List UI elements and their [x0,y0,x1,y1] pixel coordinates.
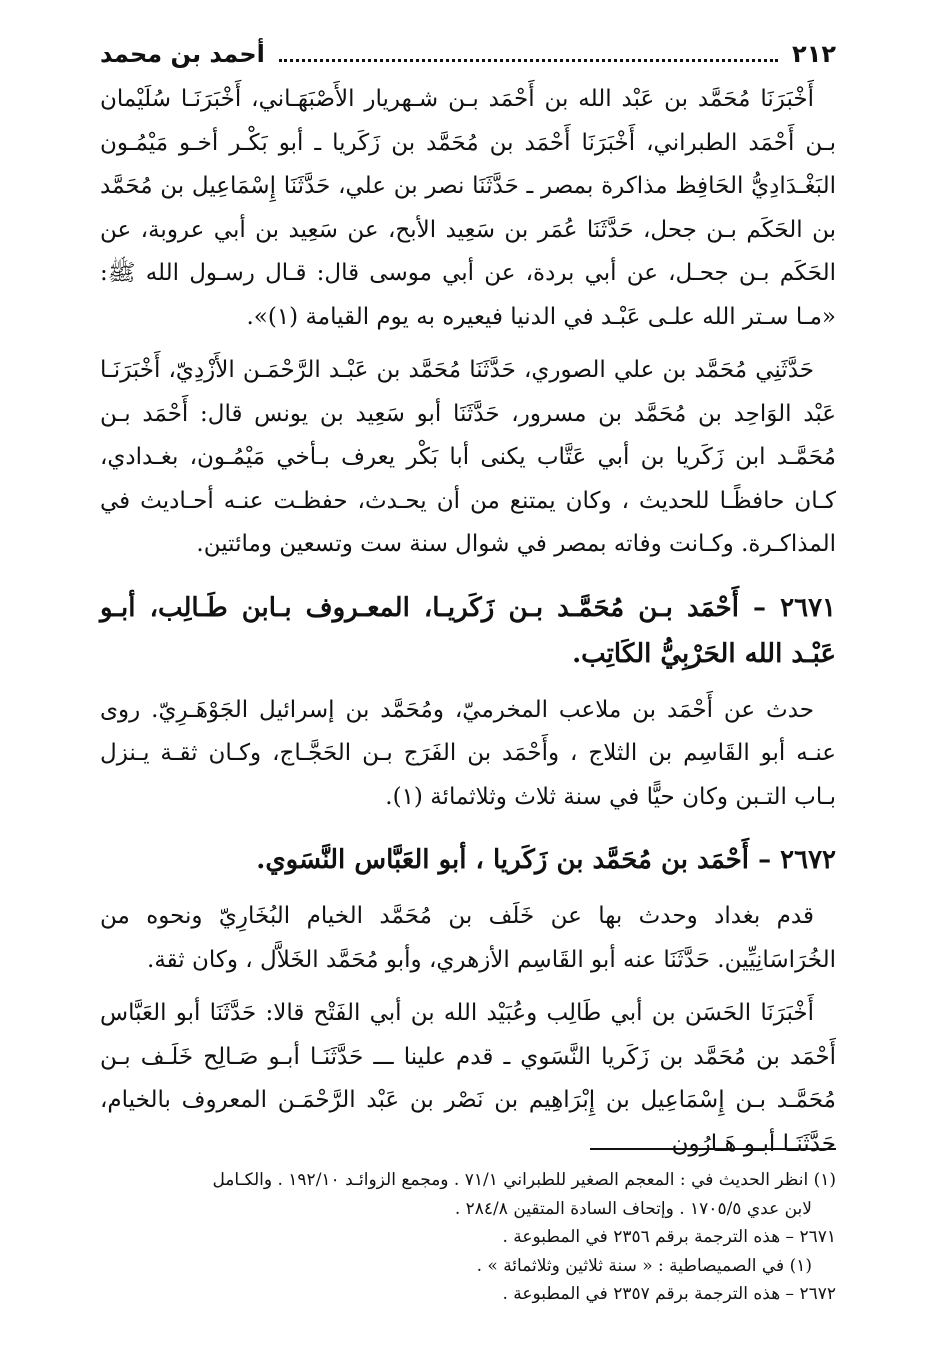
footnote-2: (١) في الصميصاطية : « سنة ثلاثين وثلاثمائة » . [476,1255,812,1276]
footnote-1-continued: لابن عدي ١٧٠٥/٥ . وإتحاف السادة المتقين ٢٨٤/٨ . [454,1198,812,1219]
footnote-entry-2671: ٢٦٧١ – هذه الترجمة برقم ٢٣٥٦ في المطبوعة . [502,1227,836,1247]
paragraph-isnad-1: أَخْبَرَنَا مُحَمَّد بن عَبْد الله بن أَحْمَد بـن شـهريار الأَصْبَهَـاني، أَخْبَرَنَـا سُلَيْمان بـن أَحْمَد الطبراني، أَخْبَرَنَا أَحْمَد بن مُحَمَّد بن زَكَريا ـ أبو بَكْـر أخـو مَيْمُـون البَغْـدَادِيُّ الحَافِظ مذاكرة بمصر ـ حَدَّثَنَا نصر بن علي، حَدَّثَنَا إِسْمَاعِيل بن مُحَمَّد بن الحَكَم بـن جحل، حَدَّثَنَا عُمَر بن سَعِيد الأبح، عن سَعِيد بن أبي عروبة، عن الحَكَم بـن جحـل، عن أبي بردة، عن أبي موسى قال: قـال رسـول الله ﷺ: «مـا سـتر الله علـى عَبْـد في الدنيا فيعيره به يوم القيامة (١)». [100,86,836,330]
entry-heading-2671: ٢٦٧١ – أَحْمَد بـن مُحَمَّـد بـن زَكَريـا، المعـروف بـابن طَـالِب، أبـو عَبْـد الله الحَرْبِيُّ الكَاتِب. [100,592,836,669]
footnote-entry-2672: ٢٦٧٢ – هذه الترجمة برقم ٢٣٥٧ في المطبوعة . [502,1284,836,1304]
running-title: أحمد بن محمد [100,40,265,68]
paragraph-biography-1: حَدَّثَنِي مُحَمَّد بن علي الصوري، حَدَّثَنَا مُحَمَّد بن عَبْـد الرَّحْمَـن الأَزْدِيّ، أَخْبَرَنَـا عَبْد الوَاحِد بن مُحَمَّد بن مسرور، حَدَّثَنَا أبو سَعِيد بن يونس قال: أَحْمَد بـن مُحَمَّـد ابن زَكَريا بن أبي عَتَّاب يكنى أبا بَكْر يعرف بـأخي مَيْمُـون، بغـدادي، كـان حافظًـا للحديث ، وكان يمتنع من أن يحـدث، حفظـت عنـه أحـاديث في المذاكـرة. وكـانت وفاته بمصر في شوال سنة ست وتسعين ومائتين. [100,357,836,557]
running-header [100,34,836,74]
footnote-separator [590,1148,836,1150]
footnote-1: (١) انظر الحديث في : المعجم الصغير للطبراني ٧١/١ . ومجمع الزوائـد ١٩٢/١٠ . والكـامل [212,1170,836,1190]
page-number: ٢١٢ [792,40,836,68]
main-text [100,78,836,1166]
paragraph-isnad-2: أَخْبَرَنَا الحَسَن بن أبي طَالِب وعُبَيْد الله بن أبي الفَتْح قالا: حَدَّثَنَا أبو العَبَّاس أَحْمَد بن مُحَمَّد بن زَكَريا النَّسَوي ـ قدم علينا ـــ حَدَّثَنَـا أبـو صَـالِح خَلَـف بـن مُحَمَّـد بـن إِسْمَاعِيل بن إِبْرَاهِيم بن نَصْر بن عَبْد الرَّحْمَـن المعروف بالخيام، حَدَّثَنَـا أبـو هَـارُون [100,1000,836,1157]
paragraph-entry-2671: حدث عن أَحْمَد بن ملاعب المخرميّ، ومُحَمَّد بن إسرائيل الجَوْهَـرِيّ. روى عنـه أبو القَاسِم بن الثلاج ، وأَحْمَد بن الفَرَج بـن الحَجَّـاج، وكـان ثقـة يـنزل بـاب التـبن وكان حيًّا في سنة ثلاث وثلاثمائة (١). [100,696,836,810]
header-dot-leader [279,59,778,62]
footnotes [100,1166,836,1309]
entry-heading-2672: ٢٦٧٢ – أَحْمَد بن مُحَمَّد بن زَكَريا ، أبو العَبَّاس النَّسَوي. [256,845,836,875]
paragraph-entry-2672: قدم بغداد وحدث بها عن خَلَف بن مُحَمَّد الخيام البُخَارِيّ ونحوه من الخُرَاسَانِيِّين. حَدَّثَنَا عنه أبو القَاسِم الأزهري، وأبو مُحَمَّد الخَلاَّل ، وكان ثقة. [100,903,836,973]
